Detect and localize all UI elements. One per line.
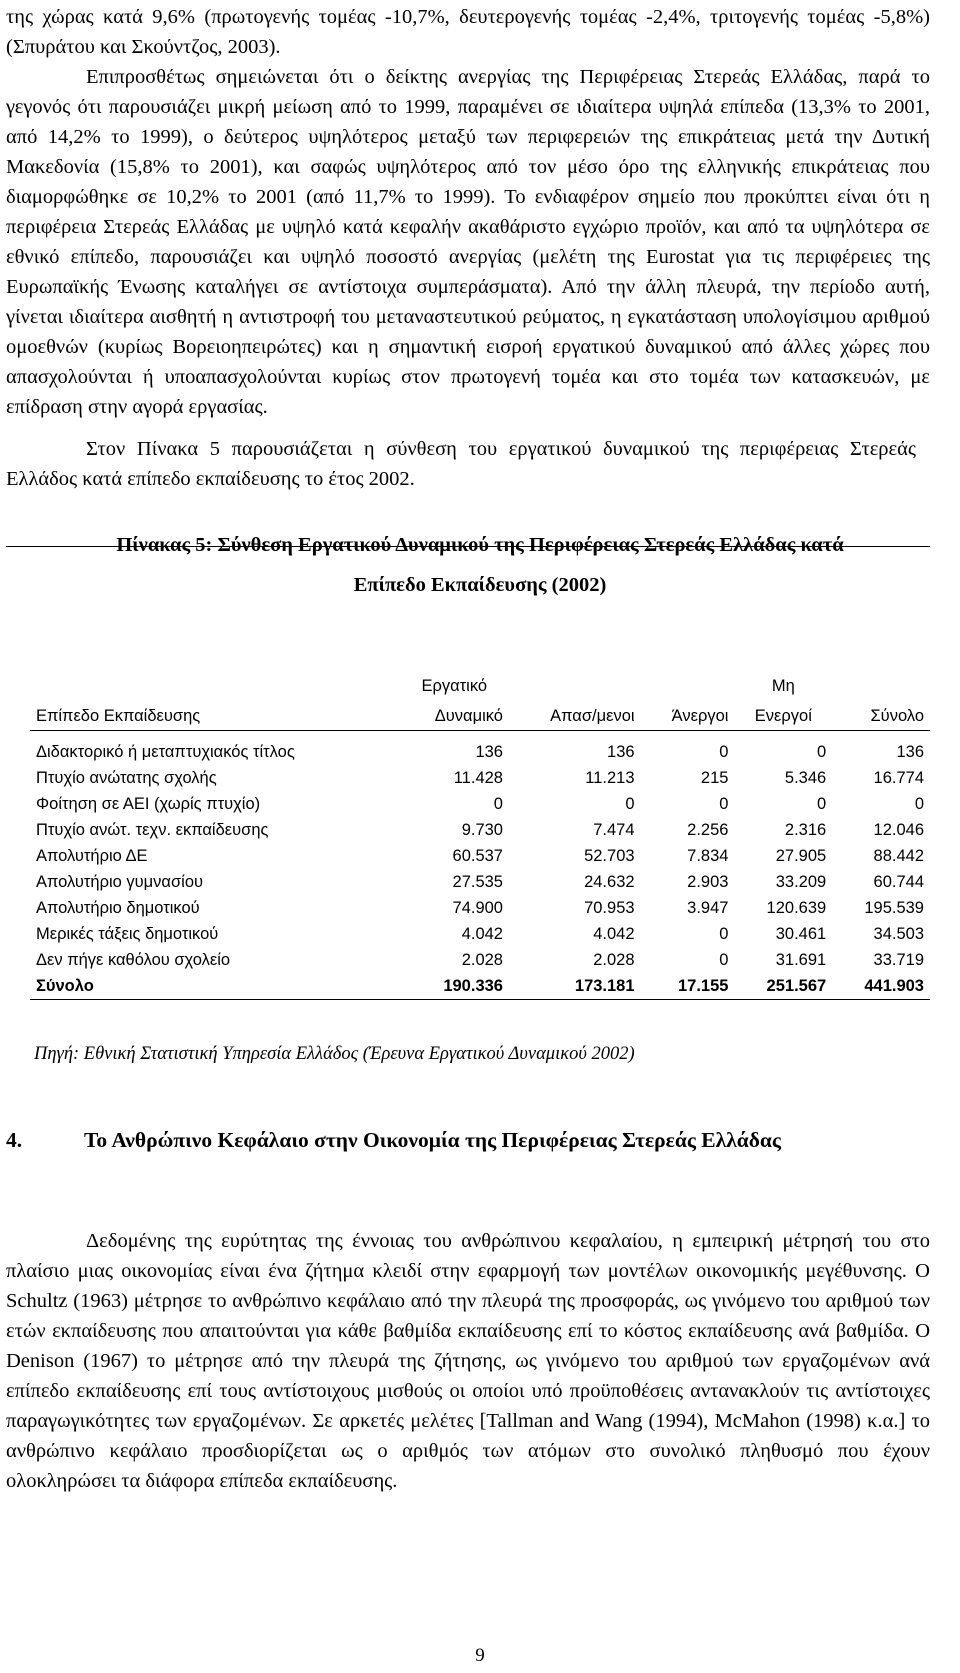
header-unemployed: Άνεργοι [641,700,735,731]
table-row [30,731,930,766]
cell-unemployed: 0 [719,795,729,813]
row-label: Απολυτήριο γυμνασίου [36,873,204,891]
table-row [30,921,930,947]
cell-inactive: 0 [817,795,827,813]
cell-employed: 136 [607,743,635,761]
total-inactive: 251.567 [734,973,832,1000]
cell-total: 136 [896,743,924,761]
header-level: Επίπεδο Εκπαίδευσης [30,700,400,731]
table-row [30,843,930,869]
section-number: 4. [6,1128,23,1152]
total-employed: 173.181 [509,973,641,1000]
cell-total: 12.046 [873,821,924,839]
cell-total: 60.744 [873,873,924,891]
table-source: Πηγή: Εθνική Στατιστική Υπηρεσία Ελλάδος (Έρευνα Εργατικού Δυναμικού 2002) [34,1044,635,1064]
row-label: Απολυτήριο ΔΕ [36,847,148,865]
cell-inactive: 2.316 [784,821,827,839]
row-label: Πτυχίο ανώτ. τεχν. εκπαίδευσης [36,821,269,839]
cell-employed: 2.028 [593,951,635,969]
paragraph-human-capital: Δεδομένης της ευρύτητας της έννοιας του ανθρώπινου κεφαλαίου, η εμπειρική μέτρησή του στο πλαίσιο μιας οικονομίας είναι ένα ζήτημα κλειδί στην εφαρμογή των μοντέλων οικονομικής μεγέθυνσης. Ο Schultz (1963) μέτρησε το ανθρώπινο κεφάλαιο από την πλευρά της προσφοράς, ως γινόμενο του αριθμού των ετών εκπαίδευσης που απαιτούνται για κάθε βαθμίδα εκπαίδευσης επί το κόστος εκπαίδευσης ανά βαθμίδα. Ο Denison (1967) το μέτρησε από την πλευρά της ζήτησης, ως γινόμενο του αριθμού των εργαζομένων ανά επίπεδο εκπαίδευσης επί τους αντίστοιχους μισθούς οι οποίοι υπό προϋποθέσεις αντανακλούν τις αντίστοιχες παραγωγικότητες των εργαζομένων. Σε αρκετές μελέτες [Tallman and Wang (1994), McMahon (1998) κ.α.] το ανθρώπινο κεφάλαιο προσδιορίζεται ως ο αριθμός των ατόμων στο συνολικό πληθυσμό που έχουν ολοκληρώσει τα διάφορα επίπεδα εκπαίδευσης. [6,1230,930,1492]
cell-unemployed: 2.903 [687,873,729,891]
table-total-row [30,973,930,1000]
cell-labor: 2.028 [461,951,503,969]
page-number: 9 [475,1645,485,1666]
cell-unemployed: 0 [719,951,729,969]
paragraph-continued: της χώρας κατά 9,6% (πρωτογενής τομέας -10,7%, δευτερογενής τομέας -2,4%, τριτογενής τομέας -5,8%) (Σπυράτου και Σκούντζος, 2003). [6,6,930,58]
cell-labor: 27.535 [452,873,503,891]
cell-total: 33.719 [873,951,924,969]
cell-employed: 70.953 [584,899,635,917]
total-total: 441.903 [832,973,930,1000]
cell-employed: 52.703 [584,847,635,865]
cell-total: 0 [914,795,924,813]
table-row [30,791,930,817]
cell-total: 195.539 [864,899,924,917]
header-inactive-bottom: Ενεργοί [734,700,832,731]
cell-unemployed: 215 [700,769,729,787]
paragraph-unemployment: Επιπροσθέτως σημειώνεται ότι ο δείκτης ανεργίας της Περιφέρειας Στερεάς Ελλάδας, παρά το γεγονός ότι παρουσιάζει μικρή μείωση από το 1999, παραμένει σε ιδιαίτερα υψηλά επίπεδα (13,3% το 2001, από 14,2% το 1999), ο δεύτερος υψηλότερος μεταξύ των περιφερειών της επικράτειας μετά την Δυτική Μακεδονία (15,8% το 2001), και σαφώς υψηλότερος από τον μέσο όρο της ελληνικής επικράτειας που διαμορφώθηκε σε 10,2% το 2001 (από 11,7% το 1999). Το ενδιαφέρον σημείο που προκύπτει είναι ότι η περιφέρεια Στερεάς Ελλάδας με υψηλό κατά κεφαλήν ακαθάριστο εγχώριο προϊόν, και από τα υψηλότερα σε εθνικό επίπεδο, παρουσιάζει και υψηλό ποσοστό ανεργίας (μελέτη της Eurostat για τις περιφέρειες της Ευρωπαϊκής Ένωσης καταλήγει σε αντίστοιχα συμπεράσματα). Από την άλλη πλευρά, την περίοδο αυτή, γίνεται ιδιαίτερα αισθητή η αντιστροφή του μεταναστευτικού ρεύματος, η εγκατάσταση υπολογίσιμου αριθμού ομοεθνών (κυρίως Βορειοηπειρώτες) και η σημαντική εισροή εργατικού δυναμικού από άλλες χώρες που απασχολούνται ή υποαπασχολούνται κυρίως στον πρωτογενή τομέα και στο τομέα των κατασκευών, με επίδραση στην αγορά εργασίας. [6,66,930,418]
cell-labor: 9.730 [461,821,503,839]
cell-total: 16.774 [873,769,924,787]
row-label: Δεν πήγε καθόλου σχολείο [36,951,231,969]
section-title: Το Ανθρώπινο Κεφάλαιο στην Οικονομία της Περιφέρειας Στερεάς Ελλάδας [84,1128,781,1152]
labor-force-table [30,674,930,1000]
cell-inactive: 27.905 [775,847,827,865]
cell-unemployed: 7.834 [687,847,729,865]
table-caption-line2: Επίπεδο Εκπαίδευσης (2002) [353,574,607,596]
cell-unemployed: 3.947 [687,899,729,917]
cell-unemployed: 0 [719,925,729,943]
row-label: Διδακτορικό ή μεταπτυχιακός τίτλος [36,743,295,761]
table-row [30,765,930,791]
cell-labor: 60.537 [452,847,503,865]
cell-total: 34.503 [873,925,924,943]
header-employed: Απασ/μενοι [509,700,641,731]
cell-employed: 7.474 [593,821,635,839]
cell-inactive: 0 [817,743,827,761]
cell-inactive: 5.346 [784,769,827,787]
table-row [30,869,930,895]
row-label: Μερικές τάξεις δημοτικού [36,925,219,943]
header-inactive-top: Μη [771,677,795,695]
cell-inactive: 31.691 [775,951,827,969]
row-label: Πτυχίο ανώτατης σχολής [36,769,217,787]
header-spacer-3 [641,674,735,700]
header-spacer-2 [509,674,641,700]
row-label: Απολυτήριο δημοτικού [36,899,200,917]
cell-total: 88.442 [873,847,924,865]
header-total: Σύνολο [832,700,930,731]
total-labor: 190.336 [400,973,509,1000]
row-label: Φοίτηση σε ΑΕΙ (χωρίς πτυχίο) [36,795,261,813]
table-row [30,947,930,973]
cell-employed: 11.213 [585,769,635,787]
cell-labor: 136 [475,743,503,761]
section-heading [6,1124,930,1156]
cell-unemployed: 0 [719,743,729,761]
total-unemployed: 17.155 [641,973,735,1000]
cell-employed: 0 [625,795,635,813]
cell-unemployed: 2.256 [687,821,729,839]
header-spacer [30,674,400,700]
cell-inactive: 33.209 [775,873,827,891]
header-labor-top: Εργατικό [421,677,488,695]
cell-inactive: 30.461 [775,925,827,943]
cell-employed: 4.042 [593,925,635,943]
paragraph-table-intro: Στον Πίνακα 5 παρουσιάζεται η σύνθεση του εργατικού δυναμικού της περιφέρειας Στερεάς Ελλάδος κατά επίπεδο εκπαίδευσης το έτος 2002. [6,438,916,490]
header-labor-bottom: Δυναμικό [400,700,509,731]
cell-labor: 11.428 [453,769,503,787]
header-spacer-4 [832,674,930,700]
table-row [30,817,930,843]
cell-inactive: 120.639 [766,899,827,917]
total-label: Σύνολο [30,973,400,1000]
cell-employed: 24.632 [584,873,635,891]
cell-labor: 0 [493,795,503,813]
cell-labor: 74.900 [452,899,503,917]
table-caption-line1: Πίνακας 5: Σύνθεση Εργατικού Δυναμικού της Περιφέρειας Στερεάς Ελλάδας κατά [116,534,844,556]
cell-labor: 4.042 [461,925,503,943]
table-row [30,895,930,921]
